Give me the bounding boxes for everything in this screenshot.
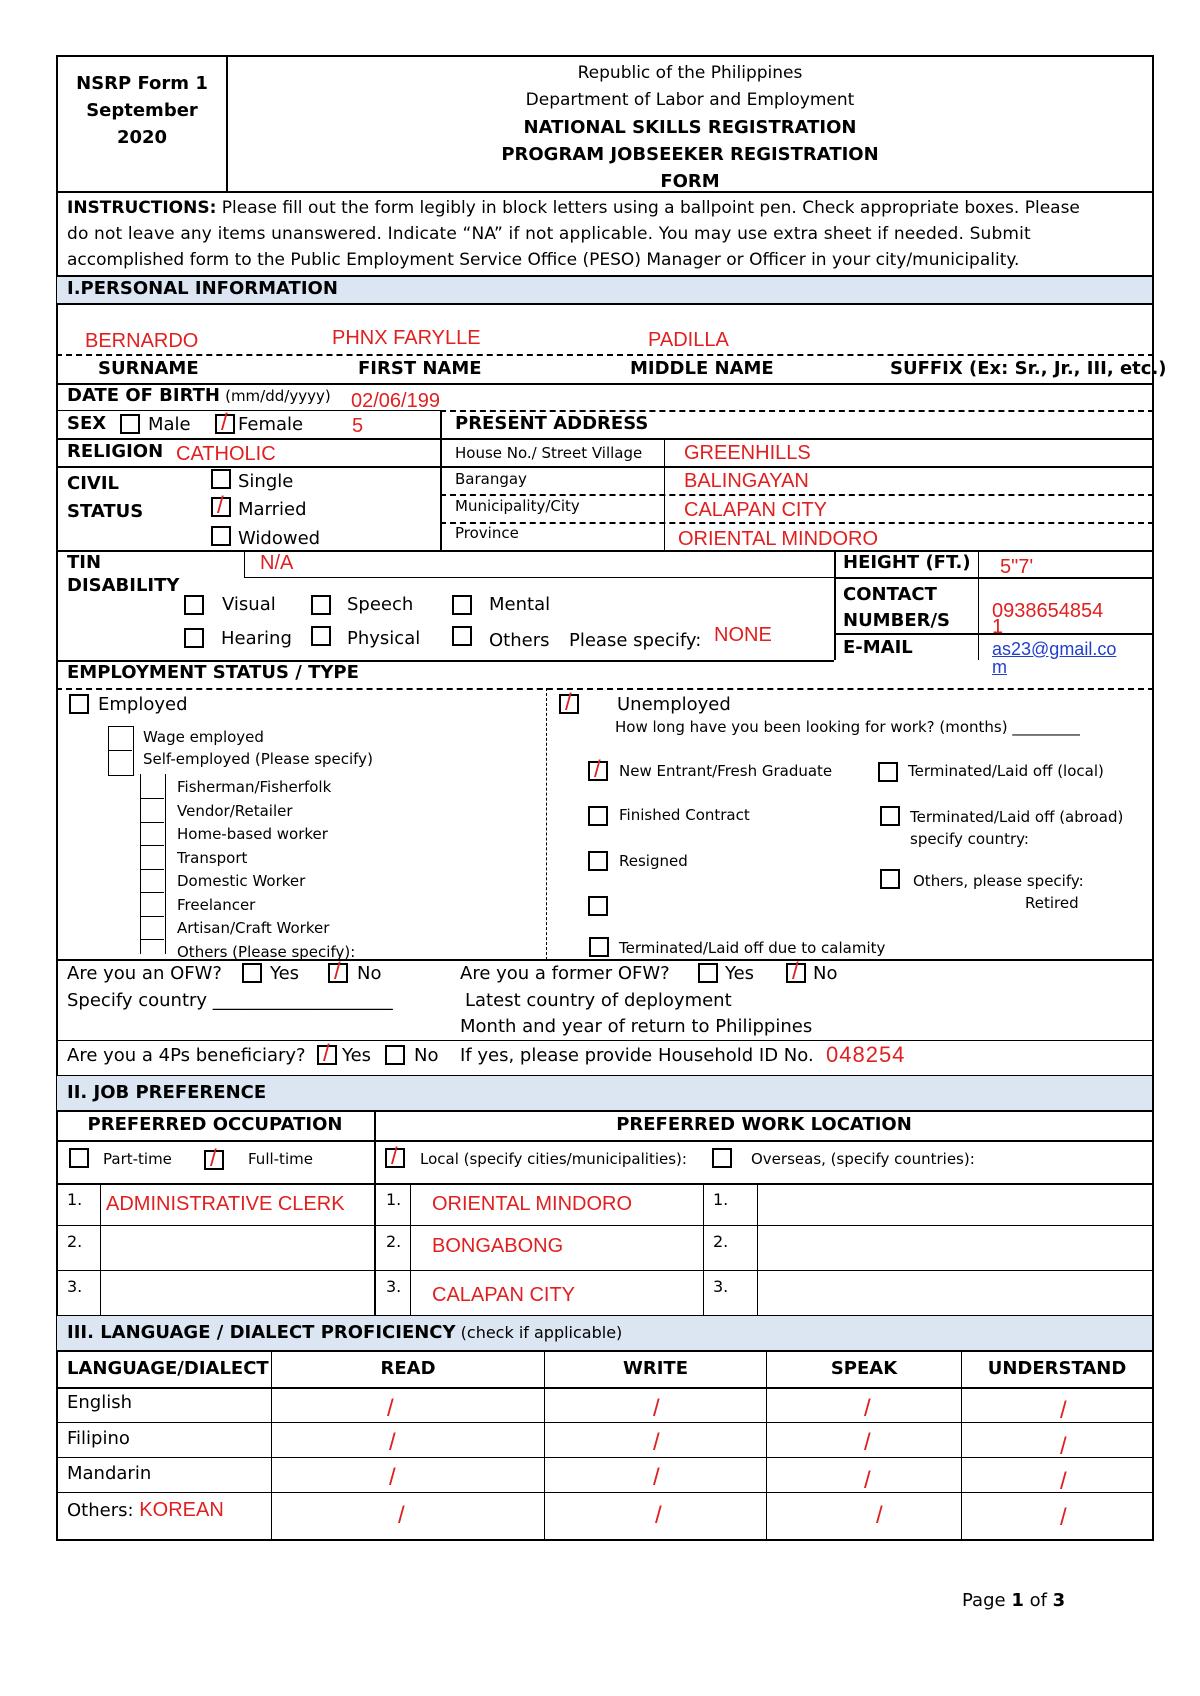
unemployed-label: Unemployed bbox=[617, 694, 731, 715]
fulltime-check-mark: / bbox=[210, 1145, 217, 1172]
self-option-freelancer: Freelancer bbox=[177, 895, 256, 914]
filipino-read-mark[interactable]: / bbox=[389, 1429, 396, 1456]
self-employed-label: Self-employed (Please specify) bbox=[143, 750, 373, 768]
header-title-1: NATIONAL SKILLS REGISTRATION bbox=[523, 117, 857, 138]
self-option-artisan: Artisan/Craft Worker bbox=[177, 919, 330, 937]
contact-label-2: NUMBER/S bbox=[843, 610, 951, 631]
page-total: 3 bbox=[1052, 1590, 1066, 1611]
civil-label-1: CIVIL bbox=[67, 473, 120, 494]
frame-right bbox=[1152, 55, 1154, 1541]
single-label: Single bbox=[238, 471, 294, 492]
section-iii-note: (check if applicable) bbox=[460, 1323, 623, 1342]
job-row-2-bottom bbox=[56, 1270, 1154, 1271]
others-disability-label: Others bbox=[489, 630, 550, 651]
email-value-1: as23@gmail.co bbox=[992, 639, 1117, 659]
page-of: of bbox=[1023, 1590, 1053, 1611]
male-checkbox[interactable] bbox=[120, 414, 140, 434]
lang-filipino: Filipino bbox=[67, 1428, 130, 1449]
self-option-fisherman: Fisherman/Fisherfolk bbox=[177, 778, 332, 796]
english-read-mark[interactable]: / bbox=[387, 1395, 394, 1422]
occ-num-2: 2. bbox=[67, 1232, 83, 1251]
mandarin-write-mark[interactable]: / bbox=[653, 1464, 660, 1491]
month-year-label: Month and year of return to Philippines bbox=[460, 1016, 813, 1037]
instructions-line-1: Please fill out the form legibly in block letters using a ballpoint pen. Check appropriate boxes. Please bbox=[216, 198, 1080, 218]
middlename-label: MIDDLE NAME bbox=[630, 358, 774, 379]
form-id-block bbox=[58, 70, 226, 151]
others-read-mark[interactable]: / bbox=[398, 1502, 405, 1529]
filipino-write-mark[interactable]: / bbox=[653, 1429, 660, 1456]
form-date-month: September bbox=[86, 100, 198, 121]
specify-country-label: Specify country ____________________ bbox=[67, 990, 393, 1011]
lang-row-2-bottom bbox=[56, 1457, 1154, 1458]
terminated-abroad-checkbox[interactable] bbox=[880, 806, 900, 826]
former-yes-checkbox[interactable] bbox=[698, 963, 718, 983]
sex-row-bottom bbox=[56, 438, 1154, 440]
overseas-checkbox[interactable] bbox=[712, 1148, 732, 1168]
former-no-label: No bbox=[813, 963, 838, 984]
lang-row-3-bottom bbox=[56, 1492, 1154, 1493]
local-location-2[interactable]: BONGABONG bbox=[432, 1235, 564, 1257]
frame-top bbox=[56, 55, 1154, 57]
address-bottom bbox=[56, 550, 1154, 552]
ofw-question: Are you an OFW? bbox=[67, 963, 222, 984]
email-value[interactable] bbox=[992, 640, 1116, 676]
section-iii-title: III. LANGUAGE / DIALECT PROFICIENCY bbox=[67, 1322, 456, 1343]
wage-self-box bbox=[108, 726, 134, 776]
height-label: HEIGHT (FT.) bbox=[843, 552, 971, 573]
self-option-vendor: Vendor/Retailer bbox=[177, 801, 293, 820]
dob-line-left bbox=[56, 410, 440, 411]
barangay-line bbox=[440, 494, 1154, 496]
sex-label: SEX bbox=[67, 413, 107, 434]
english-understand-mark[interactable]: / bbox=[1060, 1397, 1067, 1424]
local-location-3[interactable]: CALAPAN CITY bbox=[432, 1284, 575, 1306]
latest-country-label: Latest country of deployment bbox=[465, 990, 732, 1011]
tin-divider bbox=[244, 550, 245, 577]
form-id: NSRP Form 1 bbox=[76, 73, 208, 94]
household-label: If yes, please provide Household ID No. bbox=[460, 1045, 814, 1066]
barangay-label: Barangay bbox=[455, 470, 527, 488]
employment-header-line bbox=[56, 688, 1154, 690]
lang-header-read: READ bbox=[380, 1358, 436, 1379]
english-write-mark[interactable]: / bbox=[653, 1395, 660, 1422]
others-speak-mark[interactable]: / bbox=[876, 1502, 883, 1529]
job-pref-header-bottom bbox=[56, 1140, 1154, 1142]
terminated-abroad-label-2: specify country: bbox=[910, 830, 1029, 848]
lang-header-language: LANGUAGE/DIALECT bbox=[67, 1358, 269, 1379]
lang-header-write: WRITE bbox=[623, 1358, 688, 1379]
others-write-mark[interactable]: / bbox=[655, 1502, 662, 1529]
lang-others-group bbox=[67, 1499, 224, 1522]
overseas-num-3: 3. bbox=[713, 1277, 729, 1296]
ofw-yes-checkbox[interactable] bbox=[242, 963, 262, 983]
present-address-label: PRESENT ADDRESS bbox=[455, 413, 649, 434]
calamity-label: Terminated/Laid off due to calamity bbox=[619, 939, 886, 957]
religion-label: RELIGION bbox=[67, 441, 164, 462]
former-ofw-question: Are you a former OFW? bbox=[460, 963, 670, 984]
job-type-bottom bbox=[56, 1183, 1154, 1185]
speech-checkbox[interactable] bbox=[311, 595, 331, 615]
ofw-no-label: No bbox=[357, 963, 382, 984]
others-understand-mark[interactable]: / bbox=[1060, 1504, 1067, 1531]
terminated-abroad-label-1: Terminated/Laid off (abroad) bbox=[910, 808, 1124, 826]
section-iii-bottom bbox=[56, 1350, 1154, 1352]
address-divider bbox=[440, 410, 442, 550]
single-checkbox[interactable] bbox=[211, 469, 231, 489]
female-check-mark: / bbox=[221, 409, 228, 436]
height-value[interactable]: 5"7' bbox=[1000, 556, 1034, 578]
fourps-question: Are you a 4Ps beneficiary? bbox=[67, 1045, 306, 1066]
hearing-label: Hearing bbox=[221, 628, 292, 649]
disability-value[interactable]: NONE bbox=[714, 624, 772, 646]
mental-label: Mental bbox=[489, 594, 551, 615]
occ-num-1: 1. bbox=[67, 1190, 83, 1209]
middlename-value[interactable]: PADILLA bbox=[648, 329, 729, 351]
header-republic: Republic of the Philippines bbox=[577, 63, 803, 83]
contact-divider bbox=[834, 550, 836, 660]
instructions-line-3: accomplished form to the Public Employment Service Office (PESO) Manager or Officer in your city/municipality. bbox=[67, 250, 1020, 270]
overseas-divider bbox=[703, 1183, 704, 1315]
local-num-2: 2. bbox=[386, 1232, 402, 1251]
lang-header-understand: UNDERSTAND bbox=[987, 1358, 1127, 1379]
lang-mandarin: Mandarin bbox=[67, 1463, 152, 1484]
header-title-block bbox=[228, 60, 1152, 195]
local-label: Local (specify cities/municipalities): bbox=[420, 1150, 687, 1168]
municipality-label: Municipality/City bbox=[455, 497, 580, 515]
occ-num-3: 3. bbox=[67, 1277, 83, 1296]
local-num-1: 1. bbox=[386, 1190, 402, 1209]
new-entrant-check-mark: / bbox=[594, 756, 601, 783]
lang-others: Others: bbox=[67, 1500, 134, 1521]
wage-self-split bbox=[108, 750, 132, 751]
speech-label: Speech bbox=[347, 594, 414, 615]
female-label: Female bbox=[238, 414, 304, 435]
visual-checkbox[interactable] bbox=[184, 595, 204, 615]
contact-label bbox=[843, 582, 950, 634]
header-title-2: PROGRAM JOBSEEKER REGISTRATION bbox=[501, 144, 879, 165]
resigned-checkbox[interactable] bbox=[588, 851, 608, 871]
ofw-no-check-mark: / bbox=[334, 958, 341, 985]
mandarin-read-mark[interactable]: / bbox=[389, 1464, 396, 1491]
disability-label: DISABILITY bbox=[67, 575, 180, 596]
filipino-understand-mark[interactable]: / bbox=[1060, 1433, 1067, 1460]
former-no-check-mark: / bbox=[792, 958, 799, 985]
filipino-speak-mark[interactable]: / bbox=[864, 1429, 871, 1456]
occupation-1[interactable]: ADMINISTRATIVE CLERK bbox=[106, 1193, 345, 1215]
contact-value-1: 0938654854 bbox=[992, 600, 1104, 622]
header-bottom-line bbox=[56, 191, 1154, 193]
section-ii-title: II. JOB PREFERENCE bbox=[67, 1082, 267, 1103]
location-header: PREFERRED WORK LOCATION bbox=[616, 1114, 912, 1135]
finished-contract-checkbox[interactable] bbox=[588, 806, 608, 826]
new-entrant-label: New Entrant/Fresh Graduate bbox=[619, 762, 833, 780]
civil-label-2: STATUS bbox=[67, 501, 144, 522]
house-value[interactable]: GREENHILLS bbox=[684, 442, 811, 464]
form-date-year: 2020 bbox=[116, 127, 168, 148]
lang-header-bottom bbox=[56, 1387, 1154, 1389]
dob-value-2[interactable]: 5 bbox=[352, 415, 364, 437]
contact-value-divider bbox=[978, 550, 979, 660]
male-label: Male bbox=[148, 414, 191, 435]
fourps-yes-label: Yes bbox=[342, 1045, 372, 1066]
email-value-2: m bbox=[992, 657, 1007, 677]
civil-status-label bbox=[67, 470, 143, 526]
unemployed-check-mark: / bbox=[565, 689, 572, 716]
fulltime-label: Full-time bbox=[248, 1150, 313, 1168]
calamity-checkbox[interactable] bbox=[589, 937, 609, 957]
others-disability-checkbox[interactable] bbox=[452, 626, 472, 646]
employment-divider bbox=[546, 688, 547, 960]
local-location-1[interactable]: ORIENTAL MINDORO bbox=[432, 1193, 633, 1215]
parttime-label: Part-time bbox=[103, 1150, 172, 1168]
resigned-label: Resigned bbox=[619, 852, 688, 870]
terminated-abroad-label bbox=[910, 806, 1123, 850]
blank-status-checkbox[interactable] bbox=[588, 896, 608, 916]
employed-checkbox[interactable] bbox=[69, 694, 89, 714]
page-current: 1 bbox=[1011, 1590, 1024, 1611]
household-value[interactable]: 048254 bbox=[826, 1042, 906, 1067]
municipality-line bbox=[440, 522, 1154, 524]
fourps-yes-check-mark: / bbox=[323, 1040, 330, 1067]
dob-value-1[interactable]: 02/06/199 bbox=[351, 390, 440, 412]
religion-value[interactable]: CATHOLIC bbox=[176, 443, 276, 465]
dob-line bbox=[440, 410, 1154, 412]
terminated-local-checkbox[interactable] bbox=[878, 762, 898, 782]
others-status-value: Retired bbox=[1025, 894, 1079, 912]
header-title-3: FORM bbox=[660, 171, 720, 192]
fourps-no-checkbox[interactable] bbox=[385, 1045, 405, 1065]
section-iii-title-group bbox=[67, 1322, 622, 1343]
please-specify-label: Please specify: bbox=[569, 630, 702, 651]
mandarin-speak-mark[interactable]: / bbox=[864, 1467, 871, 1494]
finished-contract-label: Finished Contract bbox=[619, 806, 750, 824]
dob-format: (mm/dd/yyyy) bbox=[225, 387, 331, 405]
employment-section-title: EMPLOYMENT STATUS / TYPE bbox=[67, 662, 359, 683]
firstname-label: FIRST NAME bbox=[358, 358, 482, 379]
widowed-label: Widowed bbox=[238, 528, 321, 549]
tin-underline bbox=[244, 577, 834, 578]
employed-label: Employed bbox=[98, 694, 188, 715]
self-option-transport: Transport bbox=[177, 848, 248, 867]
firstname-value[interactable]: PHNX FARYLLE bbox=[332, 327, 481, 349]
province-label: Province bbox=[455, 524, 519, 542]
suffix-label: SUFFIX (Ex: Sr., Jr., III, etc.) bbox=[890, 358, 1167, 379]
mandarin-understand-mark[interactable]: / bbox=[1060, 1468, 1067, 1495]
english-speak-mark[interactable]: / bbox=[864, 1395, 871, 1422]
section-i-top bbox=[56, 275, 1154, 277]
physical-label: Physical bbox=[347, 628, 421, 649]
contact-bottom bbox=[834, 633, 1154, 635]
municipality-value[interactable]: CALAPAN CITY bbox=[684, 499, 827, 521]
wage-label: Wage employed bbox=[143, 728, 264, 746]
how-long-label: How long have you been looking for work? (months) _________ bbox=[615, 718, 1080, 736]
dob-label-group bbox=[67, 385, 331, 406]
physical-checkbox[interactable] bbox=[311, 626, 331, 646]
frame-bottom bbox=[56, 1539, 1154, 1541]
widowed-checkbox[interactable] bbox=[211, 526, 231, 546]
employment-bottom bbox=[56, 959, 1154, 961]
tin-value[interactable]: N/A bbox=[260, 552, 294, 574]
occupation-header: PREFERRED OCCUPATION bbox=[87, 1114, 343, 1135]
page-number bbox=[962, 1590, 1065, 1611]
fourps-no-label: No bbox=[414, 1045, 439, 1066]
instructions-line-2: do not leave any items unanswered. Indicate “NA” if not applicable. You may use extra sheet if needed. Submit bbox=[67, 224, 1031, 244]
self-option-home-based: Home-based worker bbox=[177, 825, 328, 843]
religion-row-bottom bbox=[56, 466, 1154, 468]
parttime-checkbox[interactable] bbox=[69, 1148, 89, 1168]
overseas-num-1: 1. bbox=[713, 1190, 729, 1209]
barangay-value[interactable]: BALINGAYAN bbox=[684, 470, 809, 492]
name-line bbox=[56, 354, 1154, 356]
job-row-1-bottom bbox=[56, 1225, 1154, 1226]
self-options-box bbox=[140, 774, 166, 954]
terminated-local-label: Terminated/Laid off (local) bbox=[908, 762, 1104, 780]
self-options-list bbox=[177, 776, 355, 964]
visual-label: Visual bbox=[222, 594, 276, 615]
former-yes-label: Yes bbox=[725, 963, 755, 984]
self-option-domestic: Domestic Worker bbox=[177, 872, 306, 890]
local-num-divider bbox=[410, 1183, 411, 1315]
lang-others-value[interactable]: KOREAN bbox=[139, 1499, 224, 1521]
lang-row-1-bottom bbox=[56, 1422, 1154, 1423]
house-label: House No./ Street Village bbox=[455, 444, 643, 462]
ofw-bottom bbox=[56, 1040, 1154, 1041]
section-i-bottom bbox=[56, 303, 1154, 305]
page-prefix: Page bbox=[962, 1590, 1012, 1611]
lang-english: English bbox=[67, 1392, 132, 1413]
occ-num-divider bbox=[100, 1183, 101, 1315]
tin-label: TIN bbox=[67, 552, 102, 573]
contact-label-1: CONTACT bbox=[843, 584, 937, 605]
overseas-num-divider bbox=[757, 1183, 758, 1315]
surname-label: SURNAME bbox=[98, 358, 199, 379]
ofw-yes-label: Yes bbox=[270, 963, 300, 984]
mental-checkbox[interactable] bbox=[452, 595, 472, 615]
dob-label: DATE OF BIRTH bbox=[67, 385, 220, 406]
lang-header-speak: SPEAK bbox=[830, 1358, 898, 1379]
hearing-checkbox[interactable] bbox=[184, 628, 204, 648]
height-bottom bbox=[834, 577, 1154, 579]
married-label: Married bbox=[238, 499, 307, 520]
section-ii-bottom bbox=[56, 1110, 1154, 1112]
instructions-label: INSTRUCTIONS: bbox=[67, 198, 217, 218]
others-status-label: Others, please specify: bbox=[913, 872, 1084, 890]
overseas-num-2: 2. bbox=[713, 1232, 729, 1251]
others-status-checkbox[interactable] bbox=[880, 869, 900, 889]
email-label: E-MAIL bbox=[843, 637, 913, 658]
self-option-others: Others (Please specify): bbox=[177, 942, 356, 961]
overseas-label: Overseas, (specify countries): bbox=[751, 1150, 975, 1168]
local-num-3: 3. bbox=[386, 1277, 402, 1296]
section-i-title: I.PERSONAL INFORMATION bbox=[67, 278, 338, 299]
header-department: Department of Labor and Employment bbox=[525, 90, 855, 110]
contact-value-2: 1 bbox=[992, 616, 1004, 638]
surname-value[interactable]: BERNARDO bbox=[85, 330, 199, 352]
province-value[interactable]: ORIENTAL MINDORO bbox=[678, 528, 879, 550]
local-check-mark: / bbox=[391, 1143, 398, 1170]
instructions bbox=[67, 195, 1147, 273]
married-check-mark: / bbox=[217, 492, 224, 519]
